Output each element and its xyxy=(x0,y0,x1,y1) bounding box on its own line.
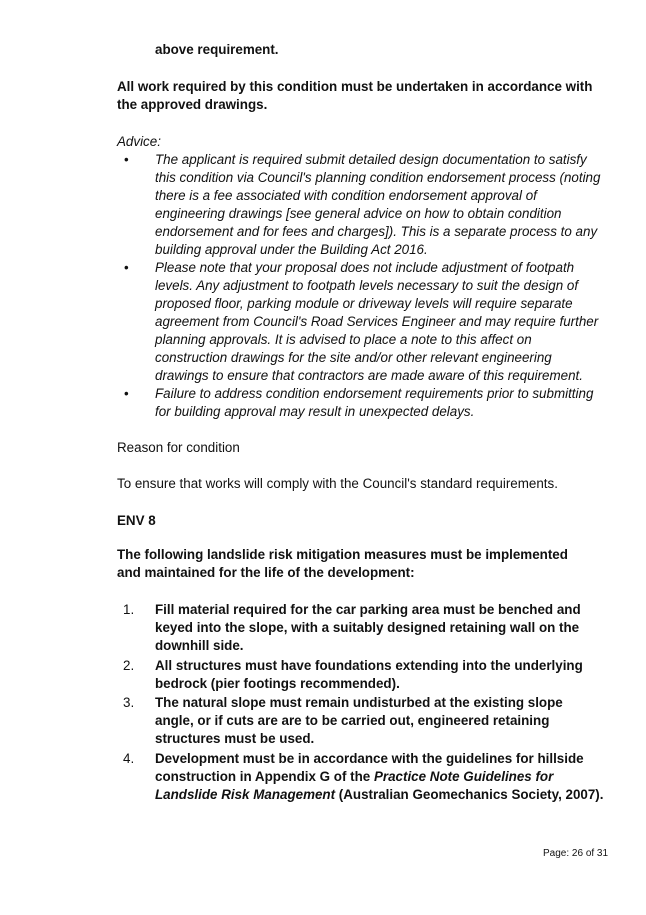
env-intro-paragraph: The following landslide risk mitigation measures must be implemented and maintained for the life of the development: xyxy=(117,547,568,580)
reason-label: Reason for condition xyxy=(117,440,240,455)
publication-title: Practice Note Guidelines for Landslide Risk Management xyxy=(155,769,554,802)
approved-drawings-paragraph: All work required by this condition must be undertaken in accordance with the approved drawings. xyxy=(117,79,593,112)
measure-number: 2. xyxy=(123,658,135,673)
bullet-icon: • xyxy=(124,152,129,167)
reason-text: To ensure that works will comply with the Council's standard requirements. xyxy=(117,476,558,491)
page-number: Page: 26 of 31 xyxy=(543,848,609,859)
measure-number: 1. xyxy=(123,602,135,617)
measure-text xyxy=(155,750,605,804)
continuation-text: above requirement. xyxy=(155,42,279,57)
measure-text-start: Development must be in accordance with the guidelines for hillside construction in Appendix G of the xyxy=(155,751,584,784)
measure-number: 3. xyxy=(123,695,135,710)
measure-number: 4. xyxy=(123,751,135,766)
measure-text: All structures must have foundations extending into the underlying bedrock (pier footings recommended). xyxy=(155,658,583,691)
measure-text: The natural slope must remain undisturbed at the existing slope angle, or if cuts are are to be carried out, engineered retaining structures must be used. xyxy=(155,695,563,746)
measure-text: Fill material required for the car parking area must be benched and keyed into the slope, with a suitably designed retaining wall on the downhill side. xyxy=(155,602,581,653)
env-heading: ENV 8 xyxy=(117,513,156,528)
measure-text-end: (Australian Geomechanics Society, 2007). xyxy=(335,787,604,802)
advice-item-text: Please note that your proposal does not include adjustment of footpath levels. Any adjustment to footpath levels necessary to suit the design of proposed floor, parking module or driveway levels will require separate agreement from Council's Road Services Engineer and may require further planning approvals. It is advised to place a note to this affect on construction drawings for the site and/or other relevant engineering drawings to ensure that contractors are made aware of this requirement. xyxy=(155,260,599,383)
bullet-icon: • xyxy=(124,260,129,275)
advice-label: Advice: xyxy=(117,134,161,149)
advice-item-text: The applicant is required submit detailed design documentation to satisfy this condition via Council's planning condition endorsement process (noting there is a fee associated with condition endorsement approval of engineering drawings [see general advice on how to obtain condition endorsement and for fees and charges]). This is a separate process to any building approval under the Building Act 2016. xyxy=(155,152,601,257)
bullet-icon: • xyxy=(124,386,129,401)
advice-item-text: Failure to address condition endorsement requirements prior to submitting for building approval may result in unexpected delays. xyxy=(155,386,594,419)
